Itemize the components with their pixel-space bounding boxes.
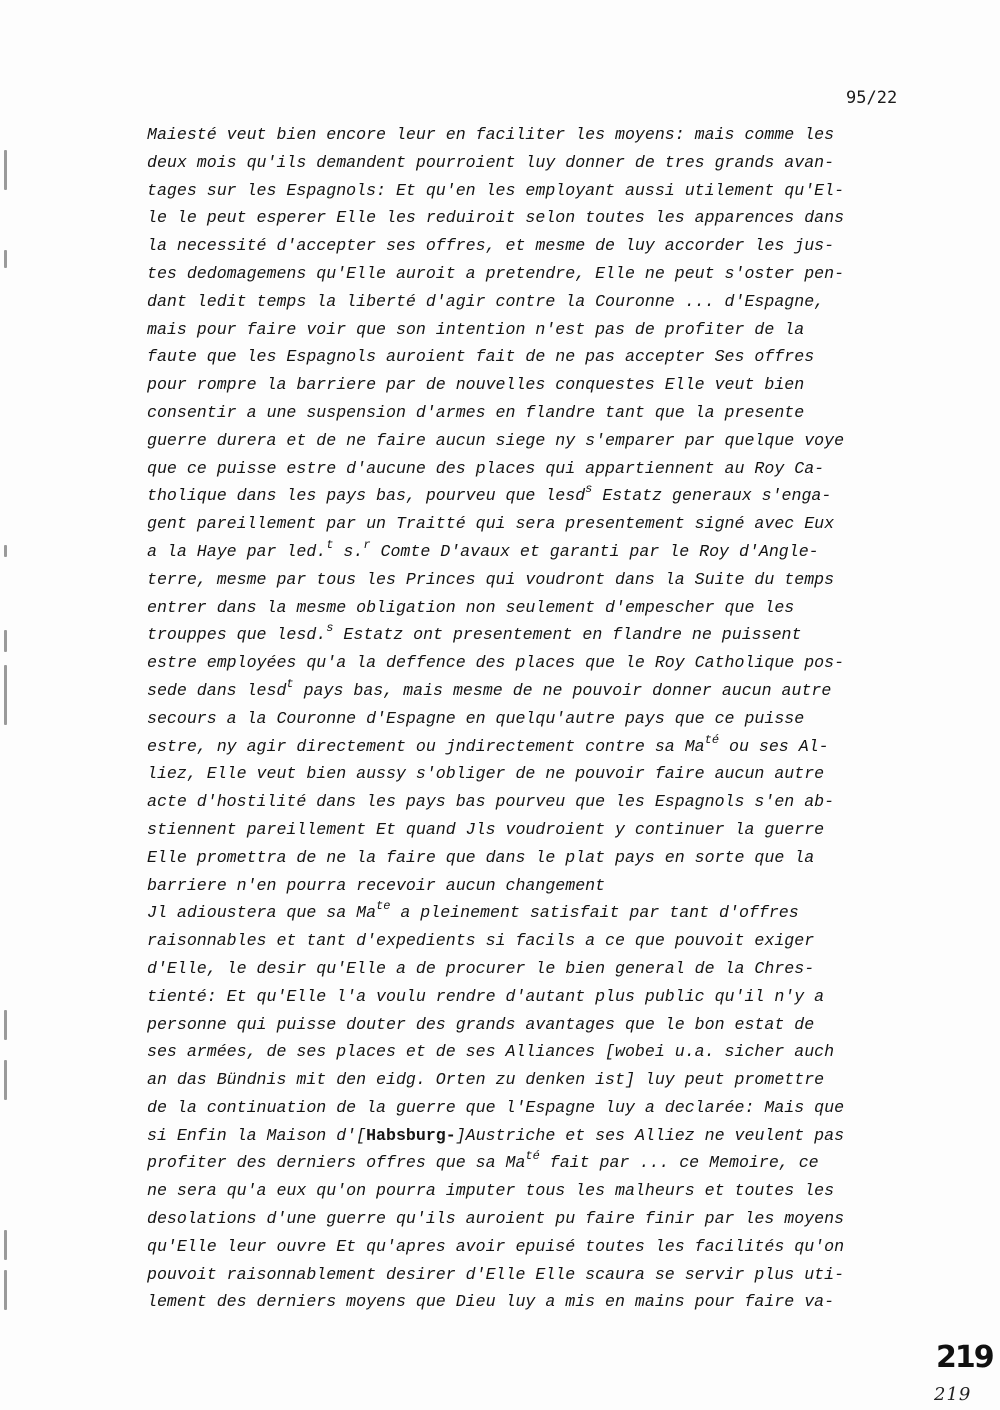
text-line: personne qui puisse douter des grands avantages que le bon estat de	[147, 1014, 815, 1034]
text-line: a la Haye par led.$^t$ s.$^r$ Comte D'avaux et garanti par le Roy d'Angle-	[147, 537, 819, 561]
handwritten-folio-number: 219	[936, 1340, 993, 1375]
text-line: consentir a une suspension d'armes en flandre tant que la presente	[147, 402, 805, 422]
superscript: s	[326, 621, 334, 636]
text-line: liez, Elle veut bien aussy s'obliger de ne pouvoir faire aucun autre	[147, 764, 825, 784]
superscript: té	[704, 732, 720, 747]
text-line: pouvoit raisonnablement desirer d'Elle Elle scaura se servir plus uti-	[147, 1264, 845, 1284]
text-line: acte d'hostilité dans les pays bas pourveu que les Espagnols s'en ab-	[147, 792, 835, 812]
text-line: tes dedomagemens qu'Elle auroit a pretendre, Elle ne peut s'oster pen-	[147, 263, 845, 283]
text-line: de la continuation de la guerre que l'Espagne luy a declarée: Mais que	[147, 1097, 845, 1117]
handwritten-folio-number-small: 219	[934, 1384, 972, 1405]
text-line: an das Bündnis mit den eidg. Orten zu denken ist] luy peut promettre	[147, 1070, 825, 1090]
text-line: dant ledit temps la liberté d'agir contre la Couronne ... d'Espagne,	[147, 291, 825, 311]
superscript: té	[525, 1149, 540, 1164]
text-line: guerre durera et de ne faire aucun siege ny s'emparer par quelque voye	[147, 430, 845, 450]
superscript: te	[376, 899, 391, 914]
text-line: terre, mesme par tous les Princes qui voudront dans la Suite du temps	[147, 569, 835, 589]
text-line: gent pareillement par un Traitté qui sera presentement signé avec Eux	[147, 514, 835, 534]
text-line: le le peut esperer Elle les reduiroit selon toutes les apparences dans	[147, 208, 845, 228]
text-line: qu'Elle leur ouvre Et qu'apres avoir epuisé toutes les facilités qu'on	[147, 1236, 845, 1256]
text-line: profiter des derniers offres que sa $Ma^{té}$ fait par ... ce Memoire, ce	[147, 1149, 819, 1173]
text-line: la necessité d'accepter ses offres, et mesme de luy accorder les jus-	[147, 236, 835, 256]
text-line: Maiesté veut bien encore leur en faciliter les moyens: mais comme les	[147, 125, 835, 144]
text-line: tholique dans les pays bas, pourveu que lesd$^s$ Estatz generaux s'enga-	[147, 482, 832, 506]
text-line: que ce puisse estre d'aucune des places qui appartiennent au Roy Ca-	[147, 458, 825, 478]
text-line: lement des derniers moyens que Dieu luy a mis en mains pour faire va-	[147, 1292, 835, 1312]
text-line: desolations d'une guerre qu'ils auroient pu faire finir par les moyens	[147, 1209, 845, 1229]
text-line: barriere n'en pourra recevoir aucun changement	[147, 875, 606, 895]
text-line: pour rompre la barriere par de nouvelles conquestes Elle veut bien	[147, 375, 805, 395]
text-line: mais pour faire voir que son intention n'est pas de profiter de la	[147, 319, 805, 339]
text-line: estre, ny agir directement ou jndirectement contre sa $Ma^{té}$ ou ses Al-	[147, 732, 829, 756]
superscript: t	[286, 676, 294, 691]
text-line: si Enfin la Maison d'[Habsburg-]Austriche et ses Alliez ne veulent pas	[147, 1125, 845, 1145]
text-line: faute que les Espagnols auroient fait de ne pas accepter Ses offres	[147, 347, 815, 367]
text-line: ses armées, de ses places et de ses Alliances [wobei u.a. sicher auch	[147, 1042, 835, 1062]
text-line: trouppes que lesd.$^s$ Estatz ont presentement en flandre ne puissent	[147, 621, 802, 645]
text-line: Elle promettra de ne la faire que dans le plat pays en sorte que la	[147, 847, 815, 867]
text-line: tienté: Et qu'Elle l'a voulu rendre d'autant plus public qu'il n'y a	[147, 986, 825, 1006]
text-line: tages sur les Espagnols: Et qu'en les employant aussi utilement qu'El-	[147, 180, 845, 200]
text-line: estre employées qu'a la deffence des places que le Roy Catholique pos-	[147, 653, 845, 673]
superscript: s	[585, 482, 593, 497]
superscript: r	[363, 537, 371, 552]
document-body	[147, 121, 907, 1316]
page-number: 95/22	[846, 88, 898, 108]
text-line: raisonnables et tant d'expedients si facils a ce que pouvoit exiger	[147, 931, 815, 951]
text-line: Jl adioustera que sa $Ma^{te}$ a pleinement satisfait par tant d'offres	[147, 899, 799, 923]
text-line: d'Elle, le desir qu'Elle a de procurer le bien general de la Chres-	[147, 958, 815, 978]
text-line: secours a la Couronne d'Espagne en quelqu'autre pays que ce puisse	[147, 708, 805, 728]
text-line: stiennent pareillement Et quand Jls voudroient y continuer la guerre	[147, 819, 825, 839]
scan-edge-marks	[0, 0, 14, 1410]
bold-insertion: Habsburg-	[366, 1125, 456, 1145]
superscript: t	[326, 537, 334, 552]
text-line: ne sera qu'a eux qu'on pourra imputer tous les malheurs et toutes les	[147, 1181, 835, 1201]
text-line: sede dans lesd$^t$ pays bas, mais mesme de ne pouvoir donner aucun autre	[147, 676, 832, 700]
text-line: entrer dans la mesme obligation non seulement d'empescher que les	[147, 597, 795, 617]
text-line: deux mois qu'ils demandent pourroient luy donner de tres grands avan-	[147, 152, 835, 172]
